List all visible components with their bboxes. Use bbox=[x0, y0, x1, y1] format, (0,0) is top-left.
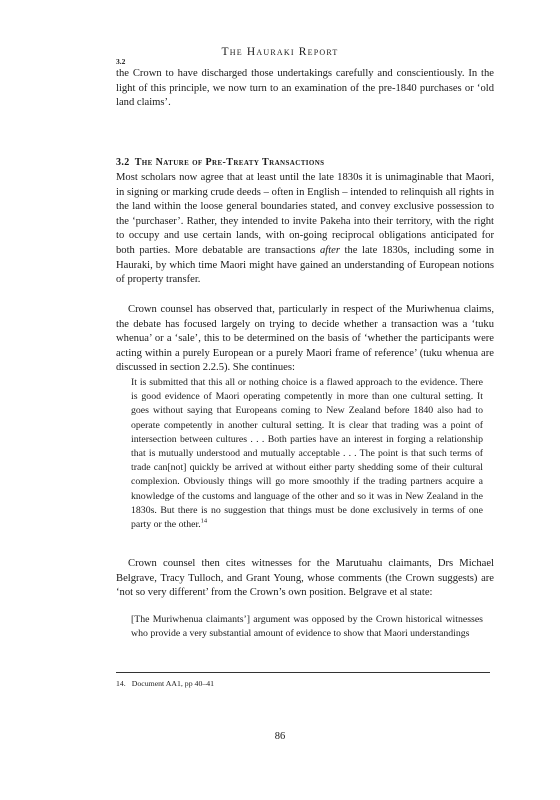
section-title: The Nature of Pre-Treaty Transactions bbox=[134, 157, 325, 168]
paragraph-3 bbox=[116, 557, 494, 601]
page-number: 86 bbox=[274, 731, 286, 742]
footnote-reference: 14 bbox=[200, 517, 208, 525]
paragraph-3-text: Crown counsel then cites witnesses for the Marutuahu claimants, Drs Michael Belgrave, Tracy Tulloch, and Grant Young, whose comments (the Crown suggests) are ‘not so very different’ from the Crown’s own position. Belgrave et al state: bbox=[116, 558, 494, 599]
intro-paragraph bbox=[116, 67, 494, 111]
running-title: The Hauraki Report bbox=[221, 46, 339, 58]
paragraph-1 bbox=[116, 171, 494, 288]
block-quote-2 bbox=[131, 613, 483, 641]
paragraph-1-text-a: Most scholars now agree that at least until the late 1830s it is unimaginable that Maori, in signing or marking crude deeds – often in English – intended to relinquish all rights in the land within the loose general boundaries stated, and convey exclusive possession to the ‘purchaser’. Rather, they intended to invite Pakeha into their territory, with the right to occupy and use certain lands, with on-going reciprocal obligations anticipated for both parties. More debatable are transactions bbox=[116, 172, 494, 256]
footnote-divider bbox=[116, 672, 490, 673]
intro-paragraph-text: the Crown to have discharged those undertakings carefully and conscientiously. In the light of this principle, we now turn to an examination of the pre-1840 purchases or ‘old land claims’. bbox=[116, 68, 494, 109]
section-marker: 3.2 bbox=[116, 57, 126, 66]
section-heading bbox=[116, 157, 496, 168]
paragraph-1-emphasis: after bbox=[319, 244, 340, 256]
block-quote-1-text: It is submitted that this all or nothing choice is a flawed approach to the evidence. There is good evidence of Maori operating competently in more than one cultural setting. It goes without saying that Europeans coming to New Zealand before 1840 also had to operate competently in another cultural setting. It is clear that trading was a point of intersection between cultures . . . Both parties have an interest in forging a relationship that is mutually understood and mutually acceptable . . . The point is that such terms of trade can[not] quickly be arrived at without either party shedding some of their cultural complexion. Obviously things will go more smoothly if the trading partners acquire a knowledge of the customs and language of the other and so it was in New Zealand in the 1830s. But there is no suggestion that things must be done exclusively in terms of one party or the other. bbox=[131, 377, 483, 531]
section-number: 3.2 bbox=[116, 157, 130, 168]
block-quote-2-text: [The Muriwhenua claimants’] argument was opposed by the Crown historical witnesses who provide a very substantial amount of evidence to show that Maori understandings bbox=[131, 614, 483, 640]
footnote bbox=[116, 679, 214, 688]
paragraph-2 bbox=[116, 303, 494, 376]
block-quote-1 bbox=[131, 376, 483, 532]
footnote-number: 14. bbox=[116, 679, 126, 688]
footnote-text: Document AA1, pp 40–41 bbox=[131, 679, 215, 688]
paragraph-1-text-b: the late 1830s, including some in Hauraki, by which time Maori might have gained an understanding of European notions of property transfer. bbox=[116, 244, 494, 286]
paragraph-2-text: Crown counsel has observed that, particularly in respect of the Muriwhenua claims, the debate has focused largely on trying to decide whether a transaction was a ‘tuku whenua’ or a ‘sale’, this to be determined on the basis of ‘whether the participants were acting within a purely European or a purely Maori frame of reference’ (tuku whenua are discussed in section 2.2.5). She continues: bbox=[116, 304, 494, 374]
